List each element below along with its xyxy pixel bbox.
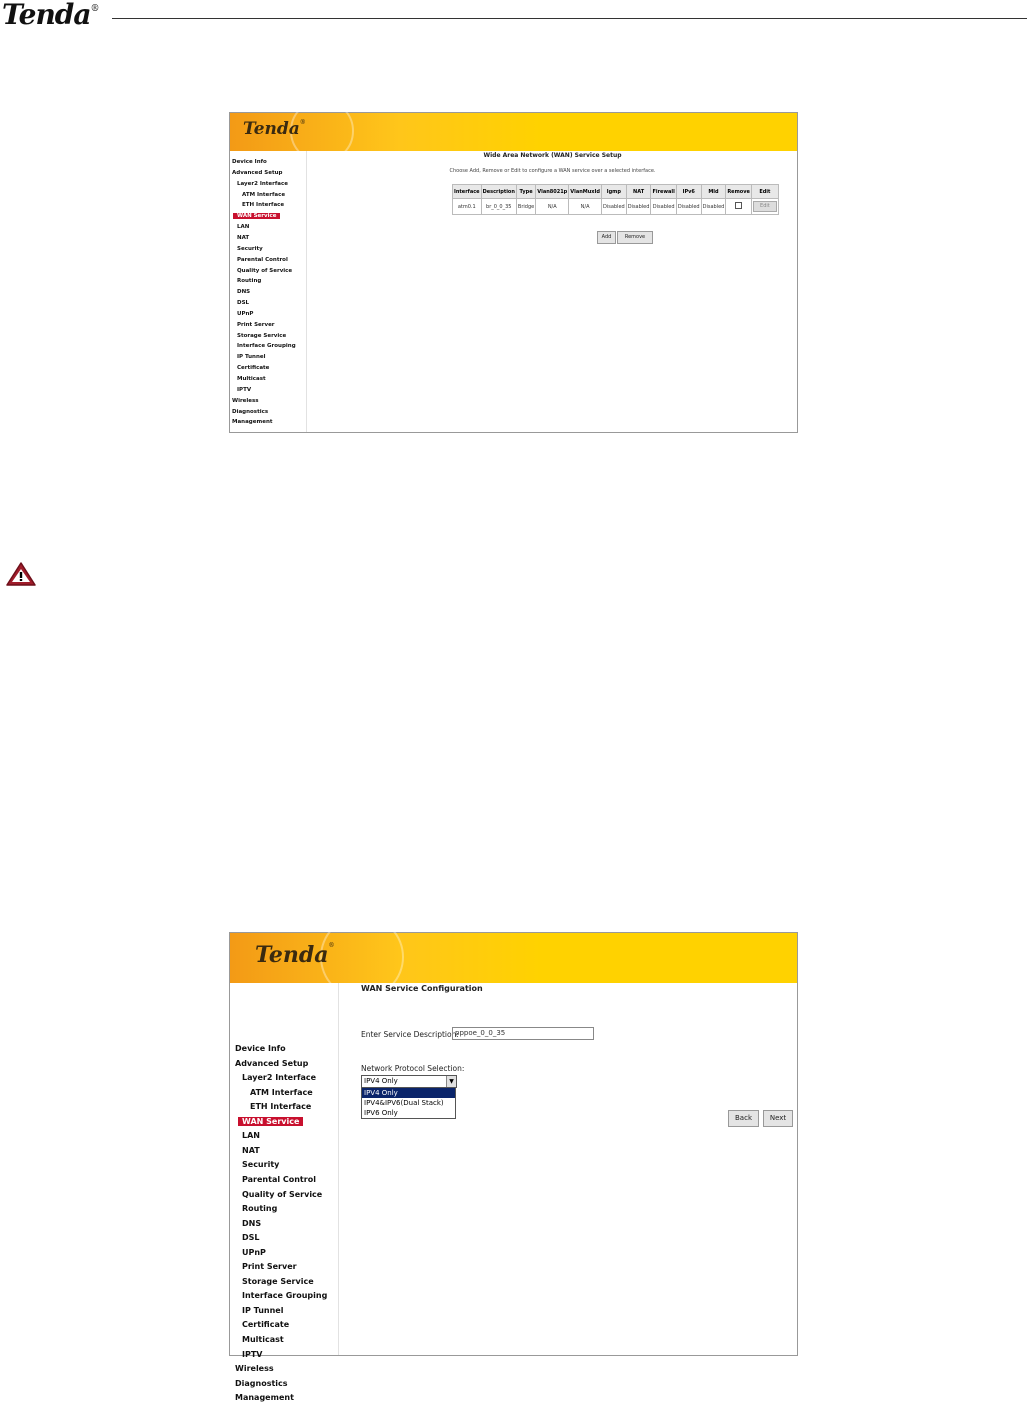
table-cell: br_0_0_35 (481, 199, 516, 215)
sidebar-item-dsl[interactable]: DSL (242, 1233, 260, 1243)
sidebar-item-print-server[interactable]: Print Server (237, 321, 275, 328)
header-rule (112, 18, 1027, 19)
back-button[interactable]: Back (728, 1110, 759, 1127)
banner-logo: Tenda® (255, 942, 335, 968)
protocol-selected-value: IPV4 Only (364, 1077, 398, 1085)
sidebar (230, 983, 339, 1402)
protocol-options-list (361, 1087, 456, 1119)
sidebar-item-eth-interface[interactable]: ETH Interface (250, 1102, 312, 1112)
next-button[interactable]: Next (763, 1110, 793, 1127)
warning-icon (5, 561, 37, 587)
protocol-option[interactable]: IPV6 Only (364, 1109, 398, 1117)
sidebar-item-layer2-interface[interactable]: Layer2 Interface (242, 1073, 317, 1083)
edit-button[interactable]: Edit (753, 201, 777, 212)
sidebar-item-certificate[interactable]: Certificate (242, 1320, 290, 1330)
wan-service-table (452, 184, 779, 215)
sidebar-item-certificate[interactable]: Certificate (237, 365, 270, 372)
banner (230, 933, 797, 983)
banner-logo: Tenda® (243, 119, 306, 139)
sidebar-item-eth-interface[interactable]: ETH Interface (242, 202, 285, 209)
column-header: Igmp (601, 185, 626, 199)
sidebar-item-quality-of-service[interactable]: Quality of Service (237, 267, 293, 274)
sidebar-item-device-info[interactable]: Device Info (235, 1044, 286, 1053)
column-header: Interface (453, 185, 482, 199)
sidebar-item-advanced-setup[interactable]: Advanced Setup (235, 1058, 309, 1068)
sidebar (230, 151, 307, 432)
sidebar-item-upnp[interactable]: UPnP (242, 1247, 266, 1257)
sidebar-item-quality-of-service[interactable]: Quality of Service (242, 1189, 323, 1199)
column-header: Description (481, 185, 516, 199)
column-header: Vlan8021p (536, 185, 569, 199)
column-header: VlanMuxId (569, 185, 602, 199)
page-description: Choose Add, Remove or Edit to configure a WAN service over a selected interface. (449, 168, 656, 174)
sidebar-item-parental-control[interactable]: Parental Control (242, 1174, 316, 1184)
sidebar-item-device-info[interactable]: Device Info (232, 159, 267, 165)
add-button[interactable]: Add (597, 231, 616, 244)
sidebar-item-dns[interactable]: DNS (242, 1218, 262, 1228)
table-cell: Disabled (701, 199, 726, 215)
sidebar-item-iptv[interactable]: IPTV (242, 1349, 263, 1359)
sidebar-item-routing[interactable]: Routing (242, 1204, 278, 1214)
sidebar-item-ip-tunnel[interactable]: IP Tunnel (237, 354, 266, 361)
chevron-down-icon[interactable]: ▼ (446, 1076, 456, 1087)
tenda-logo: Tenda® (2, 0, 99, 31)
sidebar-item-management[interactable]: Management (232, 419, 273, 426)
sidebar-item-lan[interactable]: LAN (237, 224, 250, 231)
sidebar-item-layer2-interface[interactable]: Layer2 Interface (237, 180, 288, 187)
sidebar-item-interface-grouping[interactable]: Interface Grouping (242, 1291, 328, 1301)
table-cell: Disabled (601, 199, 626, 215)
sidebar-item-multicast[interactable]: Multicast (237, 376, 266, 382)
sidebar-item-nat[interactable]: NAT (237, 234, 250, 241)
sidebar-item-diagnostics[interactable]: Diagnostics (235, 1378, 288, 1388)
sidebar-item-atm-interface[interactable]: ATM Interface (242, 191, 286, 198)
sidebar-item-ip-tunnel[interactable]: IP Tunnel (242, 1305, 284, 1315)
sidebar-item-interface-grouping[interactable]: Interface Grouping (237, 343, 296, 350)
sidebar-item-multicast[interactable]: Multicast (242, 1335, 284, 1344)
sidebar-item-parental-control[interactable]: Parental Control (237, 256, 288, 263)
sidebar-item-wan-service[interactable]: WAN Service (238, 1117, 303, 1126)
sidebar-item-iptv[interactable]: IPTV (237, 386, 252, 393)
edit-cell (751, 199, 778, 215)
sidebar-item-print-server[interactable]: Print Server (242, 1262, 297, 1272)
sidebar-item-lan[interactable]: LAN (242, 1131, 260, 1141)
table-cell: Bridge (516, 199, 535, 215)
column-header: NAT (626, 185, 651, 199)
column-header: Edit (751, 185, 778, 199)
sidebar-item-storage-service[interactable]: Storage Service (242, 1276, 314, 1286)
page-title: Wide Area Network (WAN) Service Setup (483, 152, 622, 159)
protocol-option[interactable]: IPV4&IPV6(Dual Stack) (364, 1099, 444, 1107)
protocol-selection-label: Network Protocol Selection: (361, 1064, 465, 1073)
column-header: IPv6 (676, 185, 701, 199)
protocol-option[interactable]: IPV4 Only (362, 1088, 455, 1098)
page-title: WAN Service Configuration (361, 984, 483, 993)
sidebar-item-management[interactable]: Management (235, 1393, 294, 1402)
table-cell: atm0.1 (453, 199, 482, 215)
sidebar-item-atm-interface[interactable]: ATM Interface (250, 1087, 313, 1097)
sidebar-item-advanced-setup[interactable]: Advanced Setup (232, 169, 283, 176)
service-description-label: Enter Service Description: (361, 1030, 459, 1039)
table-cell: Disabled (651, 199, 676, 215)
sidebar-item-nat[interactable]: NAT (242, 1145, 260, 1155)
wan-service-setup-screenshot (229, 112, 798, 433)
sidebar-item-wireless[interactable]: Wireless (232, 397, 259, 404)
sidebar-item-routing[interactable]: Routing (237, 278, 262, 285)
remove-cell (726, 199, 752, 215)
column-header: Remove (726, 185, 752, 199)
remove-checkbox[interactable] (735, 202, 742, 209)
remove-button[interactable]: Remove (617, 231, 653, 244)
table-row (453, 199, 779, 215)
sidebar-item-diagnostics[interactable]: Diagnostics (232, 408, 269, 415)
column-header: Mld (701, 185, 726, 199)
sidebar-item-upnp[interactable]: UPnP (237, 310, 254, 317)
sidebar-item-storage-service[interactable]: Storage Service (237, 332, 287, 339)
sidebar-item-security[interactable]: Security (237, 245, 263, 252)
sidebar-item-wireless[interactable]: Wireless (235, 1364, 274, 1374)
banner (230, 113, 797, 151)
wan-service-config-screenshot (229, 932, 798, 1402)
table-cell: Disabled (626, 199, 651, 215)
sidebar-item-wan-service[interactable]: WAN Service (233, 213, 280, 219)
column-header: Firewall (651, 185, 676, 199)
service-description-input[interactable]: pppoe_0_0_35 (452, 1027, 594, 1040)
table-cell: Disabled (676, 199, 701, 215)
sidebar-item-dns[interactable]: DNS (237, 289, 251, 296)
sidebar-item-security[interactable]: Security (242, 1160, 280, 1170)
column-header: Type (516, 185, 535, 199)
table-cell: N/A (536, 199, 569, 215)
table-cell: N/A (569, 199, 602, 215)
sidebar-item-dsl[interactable]: DSL (237, 300, 250, 307)
